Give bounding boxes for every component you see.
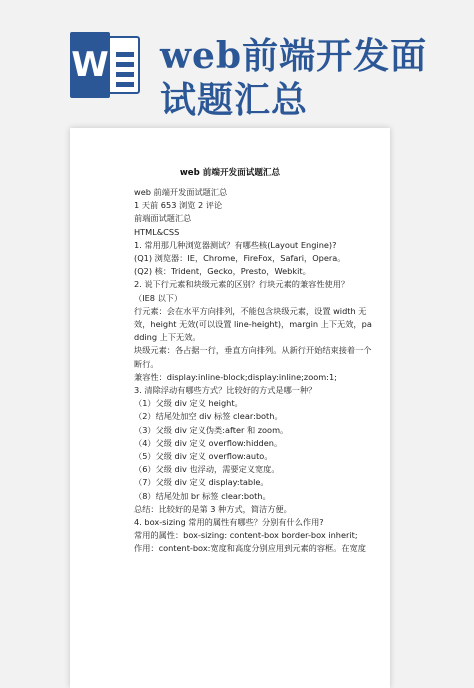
doc-list-item: （1）父级 div 定义 height。 [134, 398, 243, 409]
banner-title-line-1: web前端开发面 [160, 35, 428, 77]
document-body [134, 186, 374, 556]
document-title: web 前端开发面试题汇总 [179, 168, 281, 178]
doc-line: 总结：比较好的是第 3 种方式，简洁方便。 [134, 503, 292, 514]
doc-list-item: （2）结尾处加空 div 标签 clear:both。 [134, 411, 283, 422]
doc-line: 常用的属性：box-sizing: content-box border-box inherit; [134, 530, 358, 541]
doc-line: 3. 清除浮动有哪些方式？比较好的方式是哪一种？ [134, 385, 317, 396]
document-page [70, 128, 390, 688]
doc-list-item: （4）父级 div 定义 overflow:hidden。 [134, 437, 283, 448]
doc-line: 1 天前 653 浏览 2 评论 [134, 200, 223, 211]
doc-line: (Q2) 核：Trident，Gecko，Presto，Webkit。 [134, 266, 311, 277]
doc-line: （IE8 以下） [134, 292, 183, 303]
doc-line: 4. box-sizing 常用的属性有哪些？分别有什么作用? [134, 517, 324, 528]
doc-line: HTML&CSS [134, 226, 180, 237]
doc-line: 兼容性：display:inline-block;display:inline;zoom:1; [134, 371, 337, 382]
doc-paragraph: 行元素：会在水平方向排列，不能包含块级元素，设置 width 无效，height 无效(可以设置 line-height)，margin 上下无效，padding 上下无效。 [134, 305, 372, 343]
doc-list-item: （3）父级 div 定义伪类:after 和 zoom。 [134, 424, 289, 435]
doc-line: 1. 常用那几种浏览器测试？有哪些核(Layout Engine)? [134, 239, 337, 250]
banner-title [160, 34, 460, 122]
word-document-icon [68, 32, 144, 98]
doc-line: 作用：content-box:宽度和高度分别应用到元素的容框。在宽度 [134, 543, 366, 554]
doc-paragraph: 块级元素：各占据一行，垂直方向排列。从新行开始结束接着一个断行。 [134, 345, 372, 369]
banner [0, 0, 474, 140]
doc-line: 2. 说下行元素和块级元素的区别？行块元素的兼容性使用？ [134, 279, 350, 290]
banner-title-line-2: 试题汇总 [160, 79, 309, 121]
doc-list-item: （5）父级 div 定义 overflow:auto。 [134, 451, 273, 462]
doc-line: (Q1) 浏览器：IE，Chrome，FireFox，Safari，Opera。 [134, 253, 346, 264]
word-logo-letter: W [70, 32, 110, 98]
doc-line: 前端面试题汇总 [134, 213, 192, 224]
doc-list-item: （6）父级 div 也浮动，需要定义宽度。 [134, 464, 280, 475]
doc-line: web 前端开发面试题汇总 [134, 187, 228, 197]
doc-list-item: （8）结尾处加 br 标签 clear:both。 [134, 490, 271, 501]
doc-list-item: （7）父级 div 定义 display:table。 [134, 477, 269, 488]
